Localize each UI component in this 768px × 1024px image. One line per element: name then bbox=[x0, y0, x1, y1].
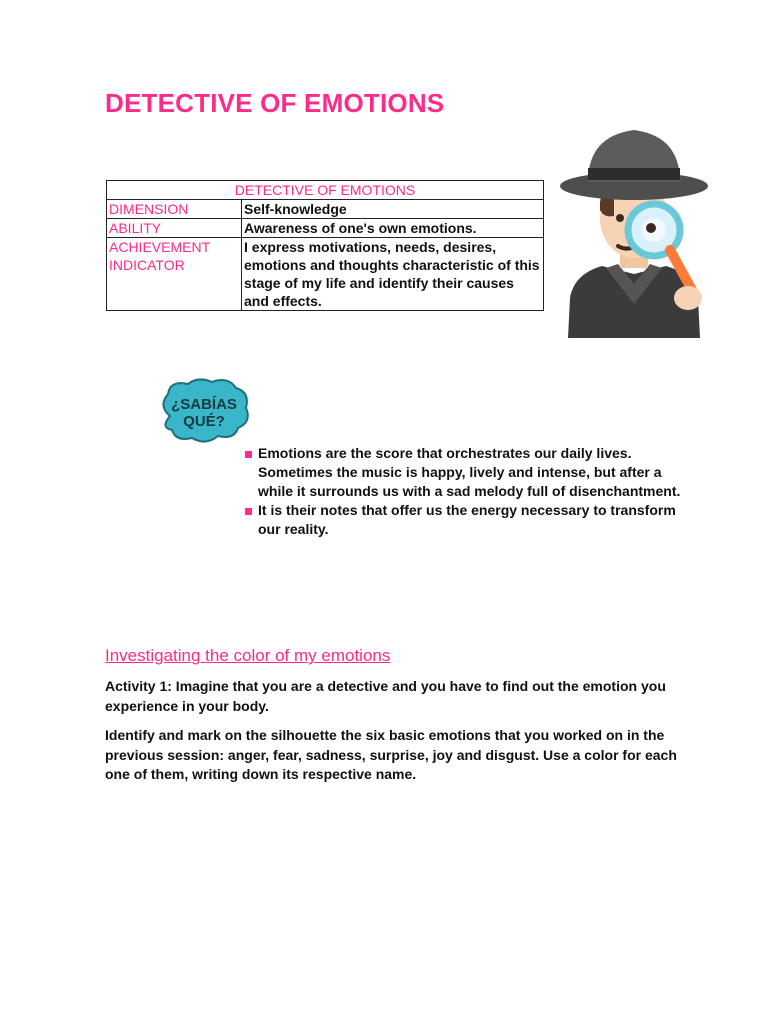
row-label-ability: ABILITY bbox=[107, 219, 242, 238]
badge-line-2: QUÉ? bbox=[183, 413, 225, 430]
row-value-dimension: Self-knowledge bbox=[242, 200, 544, 219]
instructions-paragraph: Identify and mark on the silhouette the six basic emotions that you worked on in the previous session: anger, fear, sadness, surprise, joy and disgust. Use a color for each one of them, writing down its respective name. bbox=[105, 727, 677, 782]
table-row bbox=[107, 238, 544, 311]
detective-icon bbox=[558, 122, 710, 338]
row-value-achievement: I express motivations, needs, desires, emotions and thoughts characteristic of this stage of my life and identify their causes and effects. bbox=[242, 238, 544, 311]
square-bullet-icon bbox=[245, 451, 252, 458]
badge-line-1: ¿SABÍAS bbox=[171, 396, 237, 413]
activity-paragraph: Activity 1: Imagine that you are a detective and you have to find out the emotion you experience in your body. bbox=[105, 678, 666, 714]
table-header: DETECTIVE OF EMOTIONS bbox=[107, 181, 544, 200]
list-item bbox=[244, 501, 694, 539]
row-label-achievement: ACHIEVEMENT INDICATOR bbox=[107, 238, 242, 311]
table-header-row bbox=[107, 181, 544, 200]
table-row bbox=[107, 219, 544, 238]
page-title: DETECTIVE OF EMOTIONS bbox=[105, 88, 445, 118]
table-row bbox=[107, 200, 544, 219]
section-heading: Investigating the color of my emotions bbox=[105, 646, 391, 665]
row-label-dimension: DIMENSION bbox=[107, 200, 242, 219]
bullet-text: Emotions are the score that orchestrates our daily lives. Sometimes the music is happy, lively and intense, but after a while it surrounds us with a sad melody full of disenchantment. bbox=[258, 445, 681, 499]
info-table bbox=[106, 180, 544, 311]
square-bullet-icon bbox=[245, 508, 252, 515]
sabias-que-badge-icon bbox=[156, 376, 252, 446]
bullet-list bbox=[244, 444, 694, 539]
row-value-ability: Awareness of one's own emotions. bbox=[242, 219, 544, 238]
bullet-text: It is their notes that offer us the energy necessary to transform our reality. bbox=[258, 502, 676, 537]
list-item bbox=[244, 444, 694, 501]
sabias-que-badge bbox=[156, 376, 252, 446]
